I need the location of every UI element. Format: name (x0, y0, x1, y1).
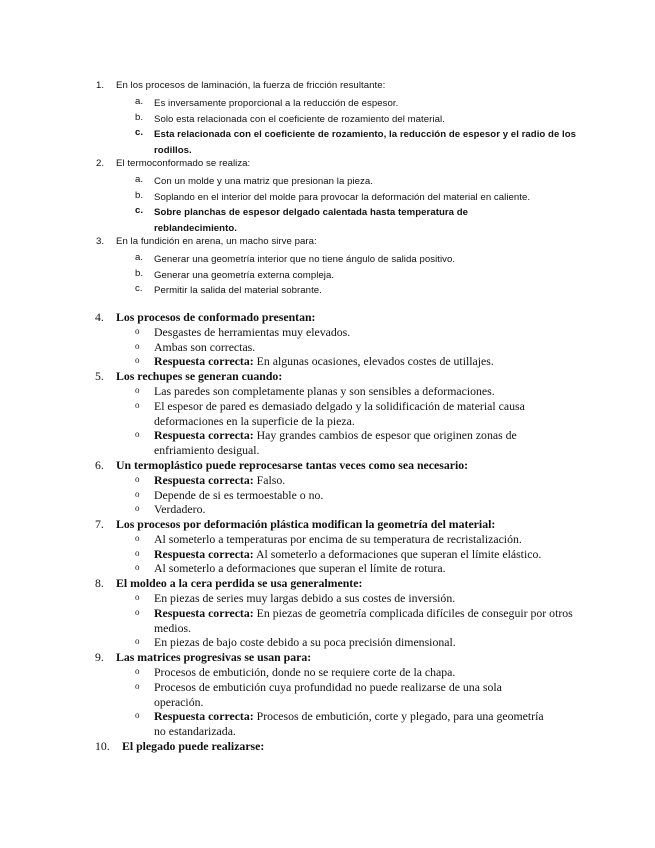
bullet-icon: o (135, 562, 140, 572)
bullet-icon: o (135, 341, 140, 351)
question-text: Los rechupes se generan cuando: (116, 369, 283, 383)
question-text: Las matrices progresivas se usan para: (116, 650, 312, 664)
option-letter: a. (135, 96, 144, 107)
option-text: Generar una geometría externa compleja. (154, 270, 335, 281)
answer-label: Respuesta correcta: (154, 709, 254, 723)
option-letter: c. (135, 283, 143, 294)
bullet-icon: o (135, 400, 140, 410)
question-text: Un termoplástico puede reprocesarse tantas veces como sea necesario: (116, 458, 469, 472)
option-text: Esta relacionada con el coeficiente de rozamiento, la reducción de espesor y el radio de los rodillos. (154, 129, 577, 156)
answer-label: Respuesta correcta: (154, 473, 254, 487)
question-text: En la fundición en arena, un macho sirve para: (116, 236, 317, 247)
option-text: Procesos de embutición cuya profundidad no puede realizarse de una sola operación. (154, 680, 502, 709)
question-text: El plegado puede realizarse: (122, 739, 265, 753)
bullet-icon: o (135, 607, 140, 617)
bullet-icon: o (135, 503, 140, 513)
answer-label: Respuesta correcta: (154, 428, 254, 442)
question-number: 8. (95, 576, 104, 590)
bullet-icon: o (135, 429, 140, 439)
answer-label: Respuesta correcta: (154, 354, 254, 368)
answer-label: Respuesta correcta: (154, 547, 254, 561)
bullet-icon: o (135, 710, 140, 720)
option-text: Al someterlo a deformaciones que superan el límite de rotura. (154, 561, 446, 575)
option-letter: c. (135, 205, 144, 216)
option-text: El espesor de pared es demasiado delgado y la solidificación de material causa deformaciones en la superficie de la pieza. (154, 399, 525, 428)
question-text: El termoconformado se realiza: (116, 158, 251, 169)
question-number: 1. (96, 80, 105, 91)
option-text: En piezas de geometría complicada difíciles de conseguir por otros medios. (154, 606, 573, 635)
bullet-icon: o (135, 474, 140, 484)
option-letter: c. (135, 127, 144, 138)
option-text: Es inversamente proporcional a la reducción de espesor. (154, 98, 399, 109)
bullet-icon: o (135, 489, 140, 499)
option-text: Falso. (253, 473, 286, 487)
option-letter: b. (135, 268, 144, 279)
bullet-icon: o (135, 355, 140, 365)
bullet-icon: o (135, 681, 140, 691)
question-text: En los procesos de laminación, la fuerza de fricción resultante: (116, 80, 386, 91)
option-text: En piezas de bajo coste debido a su poca precisión dimensional. (154, 635, 456, 649)
question-number: 7. (95, 517, 104, 531)
question-text: Los procesos de conformado presentan: (116, 310, 316, 324)
option-letter: a. (135, 252, 144, 263)
question-number: 6. (95, 458, 104, 472)
answer-label: Respuesta correcta: (154, 606, 254, 620)
option-text: Procesos de embutición, corte y plegado, para una geometría no estandarizada. (154, 709, 544, 738)
option-text: Solo esta relacionada con el coeficiente de rozamiento del material. (154, 114, 445, 125)
option-text: Permitir la salida del material sobrante. (154, 285, 322, 296)
option-text: Generar una geometría interior que no tiene ángulo de salida positivo. (154, 254, 456, 265)
bullet-icon: o (135, 533, 140, 543)
option-letter: b. (135, 190, 144, 201)
question-number: 4. (95, 310, 104, 324)
bullet-icon: o (135, 592, 140, 602)
bullet-icon: o (135, 548, 140, 558)
option-text: En piezas de series muy largas debido a sus costes de inversión. (154, 591, 456, 605)
question-number: 9. (95, 650, 104, 664)
bullet-icon: o (135, 636, 140, 646)
question-text: El moldeo a la cera perdida se usa generalmente: (116, 576, 363, 590)
option-letter: a. (135, 174, 144, 185)
option-text: Soplando en el interior del molde para provocar la deformación del material en caliente. (154, 192, 531, 203)
option-letter: b. (135, 112, 144, 123)
option-text: Al someterlo a deformaciones que superan el límite elástico. (253, 547, 542, 561)
option-text: Verdadero. (154, 502, 206, 516)
question-number: 10. (95, 739, 110, 753)
option-text: Desgastes de herramientas muy elevados. (154, 325, 351, 339)
option-text: Procesos de embutición, donde no se requiere corte de la chapa. (154, 665, 456, 679)
question-number: 5. (95, 369, 104, 383)
question-number: 3. (96, 236, 105, 247)
option-text: Hay grandes cambios de espesor que originen zonas de enfriamiento desigual. (154, 428, 517, 457)
option-text: En algunas ocasiones, elevados costes de utillajes. (253, 354, 494, 368)
option-text: Ambas son correctas. (154, 340, 256, 354)
bullet-icon: o (135, 385, 140, 395)
option-text: Sobre planchas de espesor delgado calentada hasta temperatura de reblandecimiento. (154, 207, 469, 234)
option-text: Las paredes son completamente planas y son sensibles a deformaciones. (154, 384, 495, 398)
option-text: Al someterlo a temperaturas por encima de su temperatura de recristalización. (154, 532, 522, 546)
bullet-icon: o (135, 666, 140, 676)
option-text: Con un molde y una matriz que presionan la pieza. (154, 176, 373, 187)
question-text: Los procesos por deformación plástica modifican la geometría del material: (116, 517, 496, 531)
option-text: Depende de si es termoestable o no. (154, 488, 324, 502)
bullet-icon: o (135, 326, 140, 336)
question-number: 2. (96, 158, 105, 169)
